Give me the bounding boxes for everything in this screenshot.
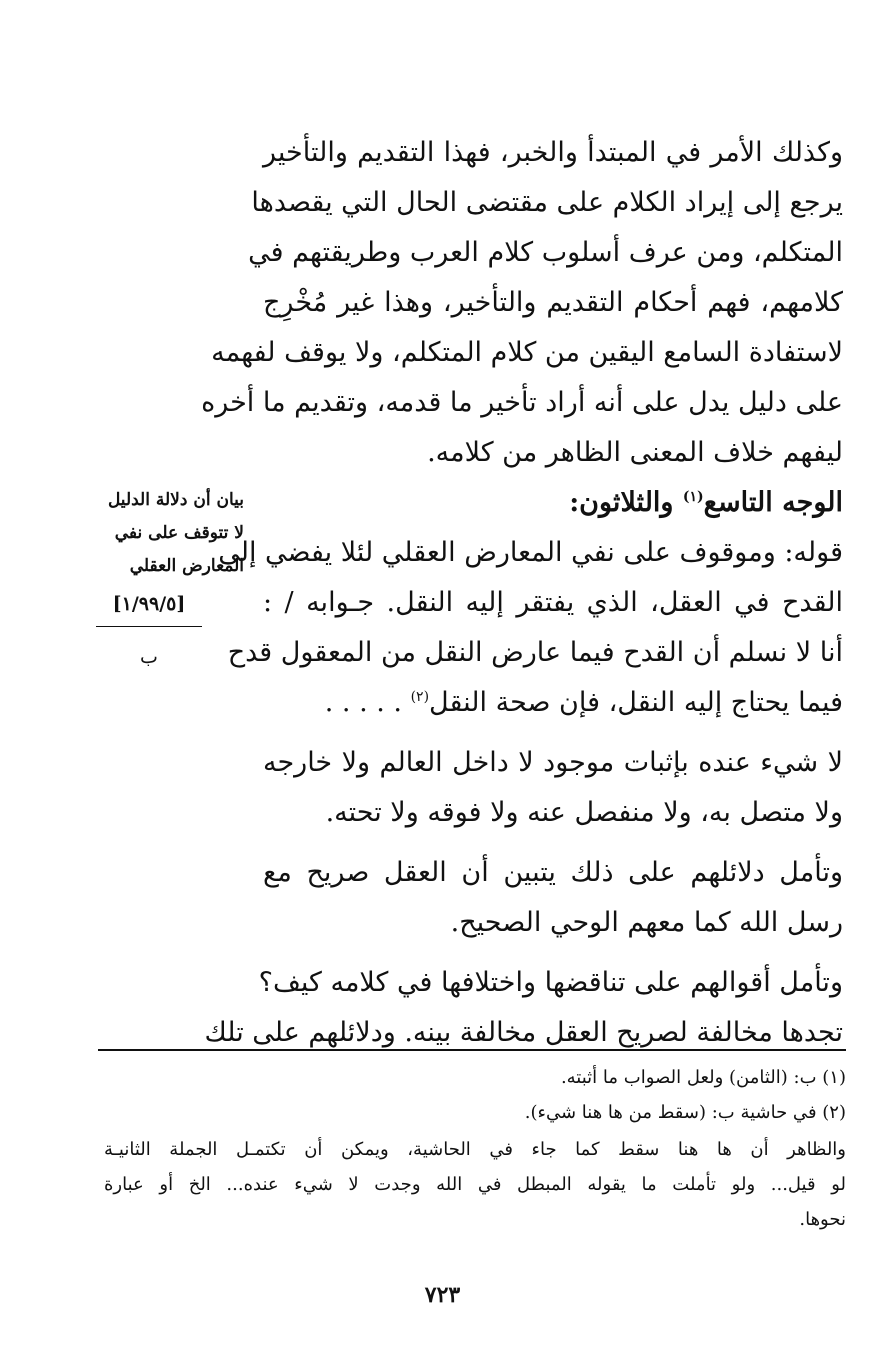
text-line: ليفهم خلاف المعنى الظاهر من كلامه. <box>427 437 843 468</box>
footnote-marker: (٢) <box>410 689 430 705</box>
text-line: قوله: وموقوف على نفي المعارض العقلي لئلا يفضي إلى <box>218 537 843 568</box>
text-line: ولا متصل به، ولا منفصل عنه ولا فوقه ولا تحته. <box>325 797 843 828</box>
footnote-separator <box>98 1049 846 1051</box>
text-line: وتأمل أقوالهم على تناقضها واختلافها في كلامه كيف؟ <box>258 967 843 998</box>
text-line: وتأمل دلائلهم على ذلك يتبين أن العقل صريح مع <box>263 857 843 888</box>
section-heading <box>263 480 843 526</box>
ellipsis: . . . . . <box>324 687 411 718</box>
footnote-2-continuation: لو قيل... ولو تأملت ما يقوله المبطل في الله وجدت لا شيء عنده... الخ أو عبارة <box>104 1174 846 1195</box>
footnote-2-continuation: نحوها. <box>799 1209 846 1230</box>
margin-note-line: لا تتوقف على نفي <box>114 523 244 543</box>
text-line: تجدها مخالفة لصريح العقل مخالفة بينه. ودلائلهم على تلك <box>204 1017 843 1048</box>
footnote-2-continuation: والظاهر أن ها هنا سقط كما جاء في الحاشية، ويمكن أن تكتمـل الجملة الثانيـة <box>104 1139 846 1160</box>
text-line: أنا لا نسلم أن القدح فيما عارض النقل من المعقول قدح <box>227 637 843 668</box>
text-line: لاستفادة السامع اليقين من كلام المتكلم، ولا يوقف لفهمه <box>211 337 843 368</box>
footnote-2: (٢) في حاشية ب: (سقط من ها هنا شيء). <box>524 1102 846 1123</box>
text-line: القدح في العقل، الذي يفتقر إليه النقل. جـوابه / : <box>263 587 843 618</box>
margin-note-line: بيان أن دلالة الدليل <box>107 490 244 510</box>
page-number: ٧٢٣ <box>424 1282 461 1308</box>
text-line: لا شيء عنده بإثبات موجود لا داخل العالم ولا خارجه <box>263 747 843 778</box>
text-line: رسل الله كما معهم الوحي الصحيح. <box>450 907 843 938</box>
margin-note-line: المعارض العقلي <box>129 556 244 576</box>
margin-divider <box>96 626 202 627</box>
text-line: كلامهم، فهم أحكام التقديم والتأخير، وهذا غير مُخْرِج <box>263 287 843 318</box>
footnote-marker: (١) <box>682 489 704 505</box>
manuscript-letter: ب <box>140 646 158 668</box>
text-fragment: فيما يحتاج إليه النقل، فإن صحة النقل <box>429 687 843 718</box>
footnote-1: (١) ب: (الثامن) ولعل الصواب ما أثبته. <box>560 1067 846 1088</box>
text-line: يرجع إلى إيراد الكلام على مقتضى الحال التي يقصدها <box>251 187 843 218</box>
text-line: المتكلم، ومن عرف أسلوب كلام العرب وطريقتهم في <box>248 237 843 268</box>
heading-text: الوجه التاسع <box>703 487 843 518</box>
text-line: على دليل يدل على أنه أراد تأخير ما قدمه، وتقديم ما أخره <box>201 387 843 418</box>
text-line <box>263 680 843 726</box>
heading-text: والثلاثون: <box>569 487 683 518</box>
margin-note <box>96 484 244 583</box>
text-line: وكذلك الأمر في المبتدأ والخبر، فهذا التقديم والتأخير <box>263 137 843 168</box>
manuscript-reference: [١/٩٩/٥] <box>112 593 186 615</box>
